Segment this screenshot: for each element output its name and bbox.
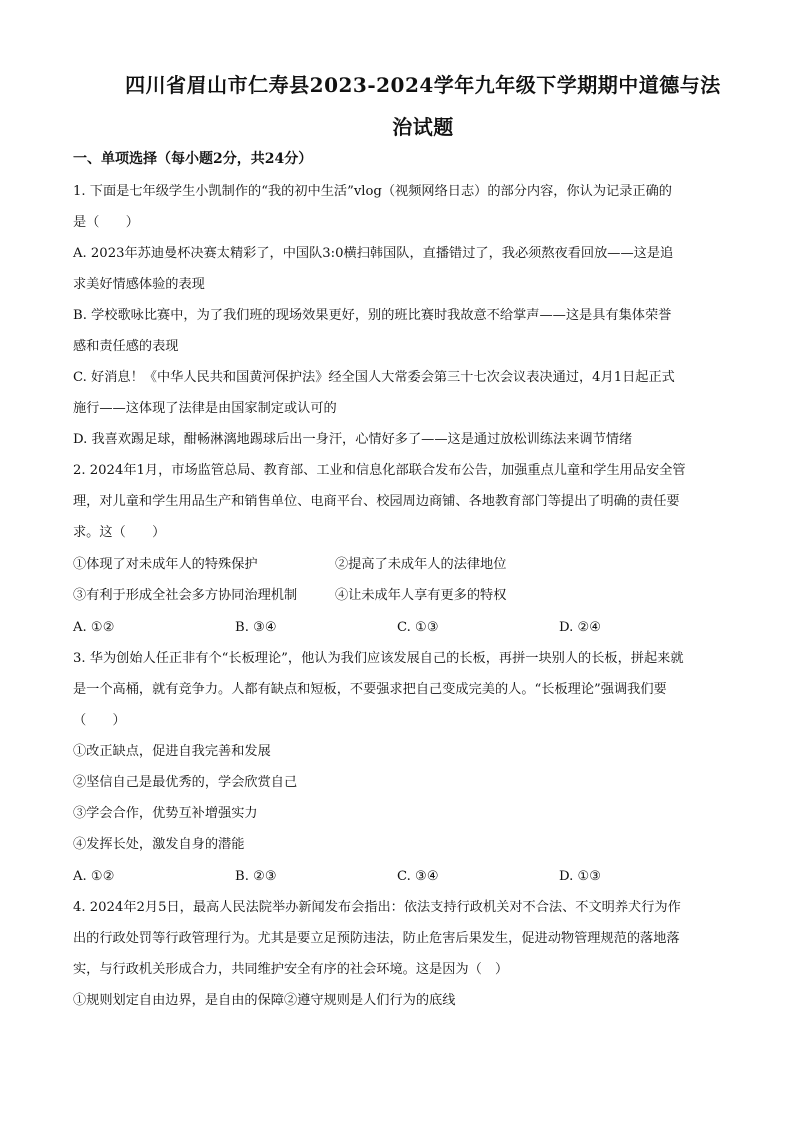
q3-choice-d: D. ①③ <box>559 869 602 884</box>
q1-option-c-line2: 施行——这体现了法律是由国家制定或认可的 <box>73 401 337 416</box>
q3-statement-4: ④发挥长处，激发自身的潜能 <box>73 837 245 852</box>
q1-stem-line1: 1. 下面是七年级学生小凯制作的“我的初中生活”vlog（视频网络日志）的部分内容，你认为记录正确的 <box>73 184 672 199</box>
q3-choice-a: A. ①② <box>73 869 115 884</box>
q4-statements-1-2: ①规则划定自由边界，是自由的保障②遵守规则是人们行为的底线 <box>73 993 456 1008</box>
q2-statement-1: ①体现了对未成年人的特殊保护 <box>73 557 258 572</box>
q3-choice-c: C. ③④ <box>397 869 439 884</box>
section-heading: 一、单项选择（每小题2分，共24分） <box>73 151 313 167</box>
exam-title-line1: 四川省眉山市仁寿县2023-2024学年九年级下学期期中道德与法 <box>125 73 721 97</box>
q1-stem-line2: 是（ ） <box>73 215 139 230</box>
q2-stem-line1: 2. 2024年1月，市场监管总局、教育部、工业和信息化部联合发布公告，加强重点儿童和学生用品安全管 <box>73 463 686 478</box>
q4-stem-line3: 实，与行政机关形成合力，共同维护安全有序的社会环境。这是因为（ ） <box>73 962 509 977</box>
q3-choice-b: B. ②③ <box>235 869 277 884</box>
q2-stem-line3: 求。这（ ） <box>73 525 166 540</box>
q4-stem-line2: 出的行政处罚等行政管理行为。尤其是要立足预防违法，防止危害后果发生，促进动物管理规范的落地落 <box>73 931 680 946</box>
q2-choice-b: B. ③④ <box>235 620 277 635</box>
q3-stem-line2: 是一个高桶，就有竞争力。人都有缺点和短板，不要强求把自己变成完美的人。“长板理论”强调我们要 <box>73 682 667 697</box>
q2-statement-2: ②提高了未成年人的法律地位 <box>335 557 507 572</box>
q1-option-c-line1: C. 好消息！《中华人民共和国黄河保护法》经全国人大常委会第三十七次会议表决通过，4月1日起正式 <box>73 370 675 385</box>
q1-option-b-line2: 感和责任感的表现 <box>73 339 179 354</box>
exam-title-line2: 治试题 <box>392 115 454 139</box>
q3-stem-line1: 3. 华为创始人任正非有个“长板理论”，他认为我们应该发展自己的长板，再拼一块别人的长板，拼起来就 <box>73 651 684 666</box>
q1-option-a-line1: A. 2023年苏迪曼杯决赛太精彩了，中国队3:0横扫韩国队，直播错过了，我必须熬夜看回放——这是追 <box>73 246 674 261</box>
exam-title <box>118 64 728 148</box>
q2-stem-line2: 理，对儿童和学生用品生产和销售单位、电商平台、校园周边商铺、各地教育部门等提出了明确的责任要 <box>73 494 680 509</box>
q2-statement-3: ③有利于形成全社会多方协同治理机制 <box>73 588 298 603</box>
q1-option-a-line2: 求美好情感体验的表现 <box>73 277 205 292</box>
q1-option-b-line1: B. 学校歌咏比赛中，为了我们班的现场效果更好，别的班比赛时我故意不给掌声——这是具有集体荣誉 <box>73 308 672 323</box>
q2-choice-d: D. ②④ <box>559 620 602 635</box>
q3-statement-2: ②坚信自己是最优秀的，学会欣赏自己 <box>73 775 298 790</box>
q3-statement-3: ③学会合作，优势互补增强实力 <box>73 806 258 821</box>
q2-statement-4: ④让未成年人享有更多的特权 <box>335 588 507 603</box>
q3-stem-line3: （ ） <box>73 713 126 728</box>
q1-option-d: D. 我喜欢踢足球，酣畅淋漓地踢球后出一身汗，心情好多了——这是通过放松训练法来调节情绪 <box>73 432 633 447</box>
q3-statement-1: ①改正缺点，促进自我完善和发展 <box>73 744 271 759</box>
q4-stem-line1: 4. 2024年2月5日，最高人民法院举办新闻发布会指出：依法支持行政机关对不合法、不文明养犬行为作 <box>73 900 681 915</box>
q2-choice-c: C. ①③ <box>397 620 439 635</box>
q2-choice-a: A. ①② <box>73 620 115 635</box>
